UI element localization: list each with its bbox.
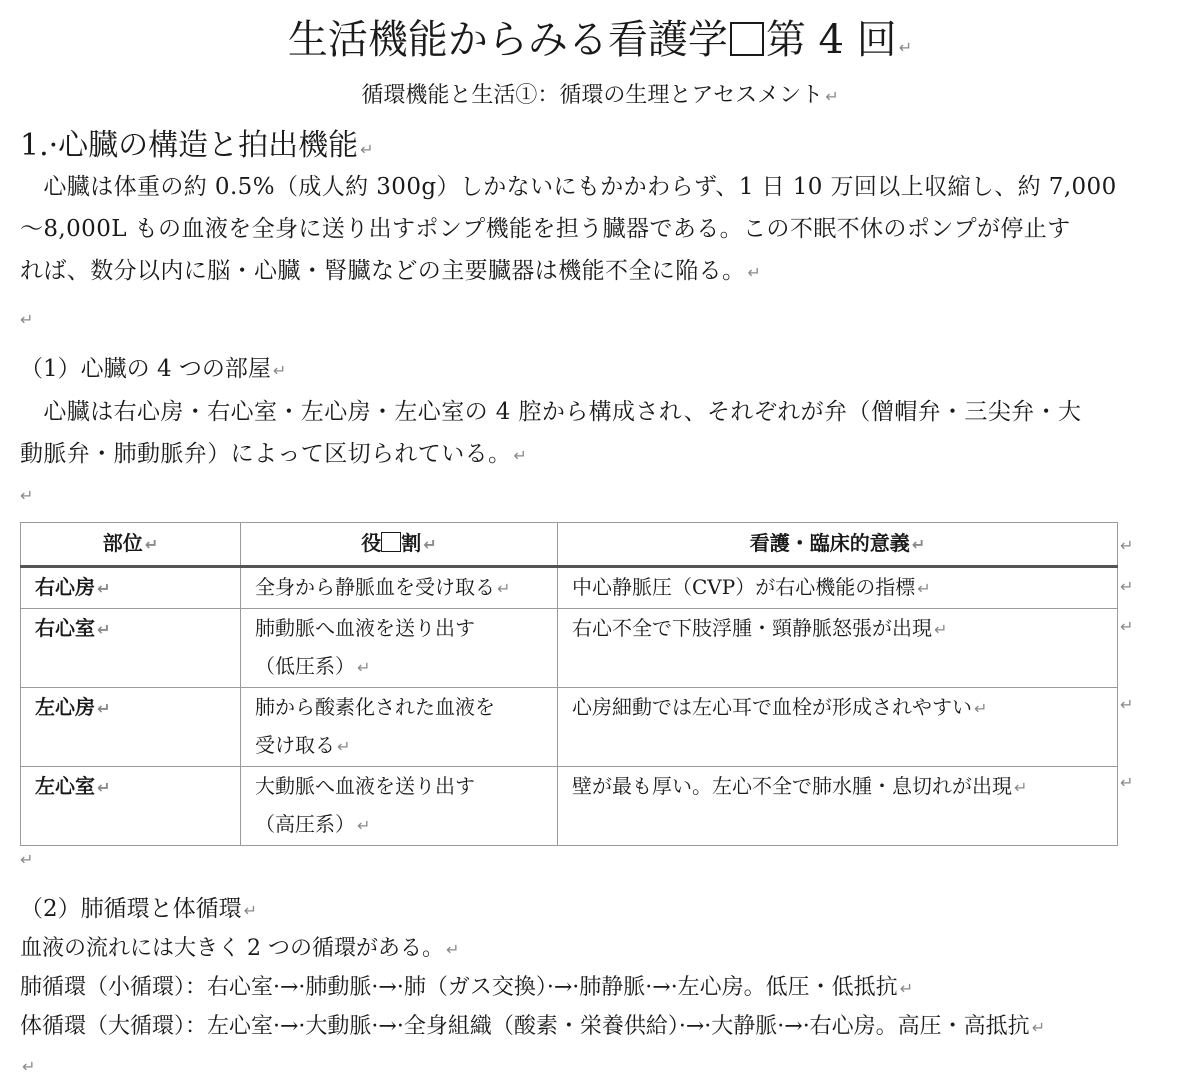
heart-chambers-table [20, 522, 1118, 846]
cell-text: （低圧系） [255, 654, 355, 678]
empty-paragraph [18, 850, 33, 869]
cell-role [241, 567, 558, 609]
table-row [21, 609, 1118, 688]
cell-role [241, 609, 558, 688]
cell-mark-icon: ↵ [97, 778, 111, 797]
paragraph-line: 心臓は右心房・右心室・左心房・左心室の 4 腔から構成され、それぞれが弁（僧帽弁・三尖弁・大 [20, 399, 1082, 425]
systemic-circulation-line: 体循環（大循環）：左心室·→·大動脈·→·全身組織（酸素・栄養供給）·→·大静脈·→·右心房。高圧・高抵抗 [20, 1014, 1030, 1039]
cell-text: 壁が最も厚い。左心不全で肺水腫・息切れが出現 [572, 774, 1012, 798]
cell-mark-icon: ↵ [144, 535, 159, 554]
header-text: 割 [401, 531, 422, 555]
cell-mark-icon: ↵ [934, 620, 948, 639]
table-row [21, 567, 1118, 609]
cell-mark-icon: ↵ [97, 620, 111, 639]
document-title [0, 12, 1200, 76]
row-end-mark-icon: ↵ [1120, 617, 1134, 636]
cell-text: 肺動脈へ血液を送り出す [255, 616, 475, 640]
paragraph-line: れば、数分以内に脳・心臓・腎臓などの主要臓器は機能不全に陥る。 [20, 258, 746, 284]
title-placeholder-box [730, 22, 764, 56]
paragraph-mark-icon: ↵ [22, 1057, 36, 1076]
cell-mark-icon: ↵ [357, 658, 371, 677]
header-text: 部位 [102, 531, 143, 555]
cell-note [558, 567, 1118, 609]
cell-part [21, 767, 241, 846]
cell-text: 左心房 [35, 695, 95, 719]
cell-text: 肺から酸素化された血液を [255, 695, 495, 719]
row-end-mark-icon: ↵ [1120, 536, 1134, 555]
cell-text: （高圧系） [255, 812, 355, 836]
pulmonary-circulation-line: 肺循環（小循環）：右心室·→·肺動脈·→·肺（ガス交換）·→·肺静脈·→·左心房。低圧・低抵抗 [20, 975, 898, 1000]
cell-mark-icon: ↵ [357, 816, 371, 835]
table-header-row [21, 523, 1118, 567]
cell-mark-icon: ↵ [911, 535, 926, 554]
subsection-heading [20, 892, 257, 928]
row-end-mark-icon: ↵ [1120, 577, 1134, 596]
table-row [21, 767, 1118, 846]
paragraph-mark-icon: ↵ [898, 38, 913, 57]
table-header-cell [21, 523, 241, 567]
cell-mark-icon: ↵ [337, 737, 351, 756]
section-heading-text: 1.·心臓の構造と拍出機能 [20, 128, 359, 163]
cell-text: 右心不全で下肢浮腫・頸静脈怒張が出現 [572, 616, 932, 640]
table-header-cell [558, 523, 1118, 567]
subsection-heading-text: （1）心臓の 4 つの部屋 [20, 356, 271, 382]
paragraph-mark-icon: ↵ [20, 486, 34, 505]
cell-text: 右心房 [35, 575, 95, 599]
subsection-paragraph [20, 391, 1081, 477]
header-text: 役 [361, 531, 382, 555]
paragraph-mark-icon: ↵ [20, 850, 34, 869]
cell-mark-icon: ↵ [1014, 778, 1028, 797]
row-end-mark-icon: ↵ [1120, 695, 1134, 714]
cell-text: 大動脈へ血液を送り出す [255, 774, 475, 798]
subsection-heading-text: （2）肺循環と体循環 [20, 896, 242, 922]
cell-mark-icon: ↵ [917, 579, 931, 598]
paragraph-mark-icon: ↵ [272, 361, 287, 380]
subtitle-text: 循環機能と生活①：循環の生理とアセスメント [361, 83, 824, 108]
empty-paragraph [18, 310, 33, 329]
paragraph-mark-icon: ↵ [243, 901, 258, 920]
title-main: 生活機能からみる看護学 [287, 17, 728, 63]
paragraph-mark-icon: ↵ [513, 446, 528, 465]
cell-text: 右心室 [35, 616, 95, 640]
cell-text: 受け取る [255, 733, 335, 757]
table-header-cell [241, 523, 558, 567]
title-session: 第 4 回 [765, 17, 897, 63]
cell-mark-icon: ↵ [974, 699, 988, 718]
circulation-intro: 血液の流れには大きく 2 つの循環がある。 [20, 936, 444, 961]
document-subtitle [0, 80, 1200, 113]
cell-text: 中心静脈圧（CVP）が右心機能の指標 [572, 575, 916, 599]
paragraph-mark-icon: ↵ [825, 87, 839, 106]
paragraph-line: 心臓は体重の約 0.5%（成人約 300g）しかないにもかかわらず、1 日 10 万回以上収縮し、約 7,000 [20, 174, 1117, 200]
paragraph-line: 動脈弁・肺動脈弁）によって区切られている。 [20, 441, 512, 467]
cell-mark-icon: ↵ [423, 535, 437, 554]
cell-note [558, 609, 1118, 688]
paragraph-mark-icon: ↵ [20, 310, 34, 329]
header-text: 看護・臨床的意義 [749, 531, 910, 555]
paragraph-mark-icon: ↵ [899, 979, 914, 998]
subsection-heading [20, 352, 286, 388]
cell-role [241, 688, 558, 767]
table-row [21, 688, 1118, 767]
section-heading [20, 126, 374, 170]
cell-note [558, 767, 1118, 846]
cell-mark-icon: ↵ [97, 699, 111, 718]
row-end-mark-icon: ↵ [1120, 773, 1134, 792]
paragraph-mark-icon: ↵ [1031, 1018, 1046, 1037]
header-placeholder-box [381, 532, 401, 552]
paragraph-line: ～8,000L もの血液を全身に送り出すポンプ機能を担う臓器である。この不眠不休のポンプが停止す [20, 216, 1071, 242]
cell-part [21, 609, 241, 688]
empty-paragraph [18, 486, 33, 505]
section-paragraph [20, 166, 1117, 294]
cell-note [558, 688, 1118, 767]
cell-mark-icon: ↵ [497, 579, 511, 598]
cell-role [241, 767, 558, 846]
cell-part [21, 567, 241, 609]
cell-part [21, 688, 241, 767]
cell-text: 全身から静脈血を受け取る [255, 575, 495, 599]
cell-text: 心房細動では左心耳で血栓が形成されやすい [572, 695, 972, 719]
paragraph-mark-icon: ↵ [747, 263, 762, 282]
paragraph-mark-icon: ↵ [360, 140, 374, 159]
cell-mark-icon: ↵ [97, 579, 111, 598]
paragraph-mark-icon: ↵ [446, 940, 460, 959]
cell-text: 左心室 [35, 774, 95, 798]
circulation-lines [20, 930, 1045, 1086]
